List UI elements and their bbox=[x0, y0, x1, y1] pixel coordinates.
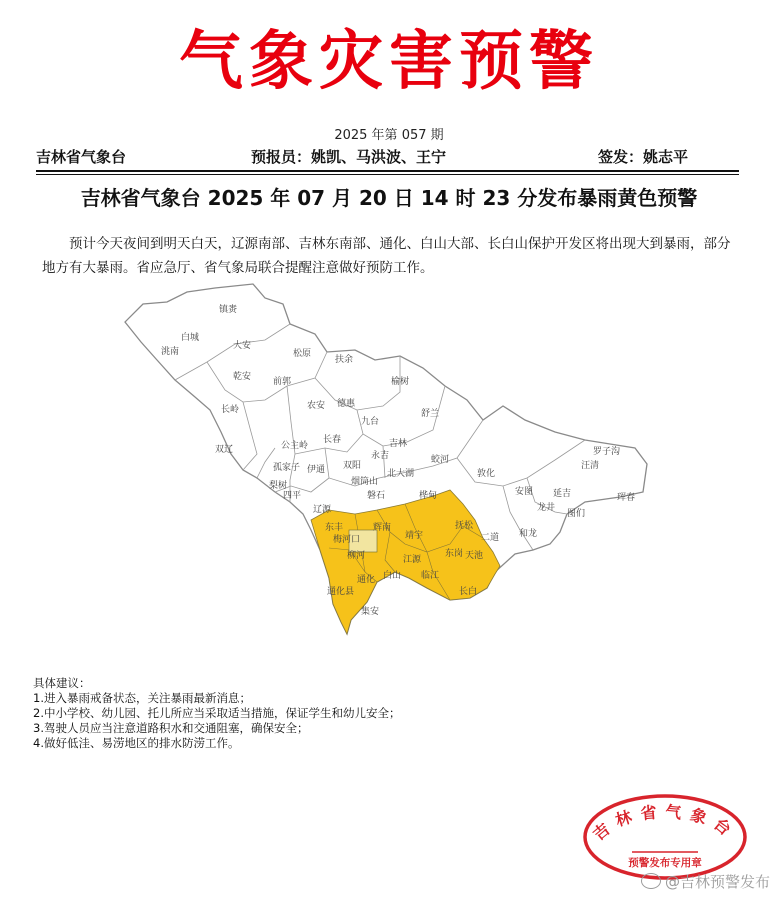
map-label: 东岗 bbox=[445, 549, 464, 559]
advice-heading: 具体建议： bbox=[33, 676, 91, 690]
map-label: 德惠 bbox=[337, 399, 356, 409]
map-label: 双辽 bbox=[215, 445, 234, 455]
map-label: 安图 bbox=[515, 487, 534, 497]
map-label: 长岭 bbox=[221, 405, 240, 415]
map-label: 集安 bbox=[361, 607, 380, 617]
map-label: 罗子沟 bbox=[593, 447, 621, 457]
map-label: 榆树 bbox=[391, 377, 410, 387]
map-label: 敦化 bbox=[477, 469, 496, 479]
seal-org-text: 吉林省气象台 bbox=[589, 802, 741, 845]
map-label: 辉南 bbox=[373, 523, 392, 533]
map-label: 临江 bbox=[421, 571, 440, 581]
header-divider-thin bbox=[36, 174, 739, 175]
map-label: 白城 bbox=[181, 333, 200, 343]
map-label: 汪清 bbox=[581, 461, 600, 471]
official-seal bbox=[580, 792, 750, 882]
warning-body: 预计今天夜间到明天白天，辽源南部、吉林东南部、通化、白山大部、长白山保护开发区将出现大到暴雨，部分地方有大暴雨。省应急厅、省气象局联合提醒注意做好预防工作。 bbox=[42, 236, 731, 276]
map-label: 珲春 bbox=[617, 493, 636, 503]
map-label: 四平 bbox=[283, 491, 302, 501]
map-label: 长春 bbox=[323, 435, 342, 445]
map-label: 烟筒山 bbox=[351, 477, 379, 487]
map-label: 磐石 bbox=[367, 491, 386, 501]
map-label: 洮南 bbox=[161, 347, 180, 357]
map-label: 二道 bbox=[481, 533, 500, 543]
map-label: 桦甸 bbox=[419, 491, 438, 501]
map-label: 白山 bbox=[383, 571, 402, 581]
advice-item: 1.进入暴雨戒备状态，关注暴雨最新消息； bbox=[33, 691, 251, 705]
seal-usage-text: 预警发布专用章 bbox=[628, 857, 702, 869]
map-label: 镇赉 bbox=[219, 305, 238, 315]
map-label: 图们 bbox=[567, 509, 586, 519]
warning-title: 吉林省气象台 2025 年 07 月 20 日 14 时 23 分发布暴雨黄色预警 bbox=[80, 186, 698, 210]
map-label: 天池 bbox=[465, 551, 484, 561]
svg-text:吉林省气象台 bbox=[589, 802, 741, 844]
document-title: 气象灾害预警 bbox=[179, 24, 599, 99]
map-label: 延吉 bbox=[553, 489, 572, 499]
forecasters: 预报员：姚凯、马洪波、王宁 bbox=[251, 148, 447, 166]
province-warning-map bbox=[115, 282, 675, 652]
map-label: 双阳 bbox=[343, 461, 362, 471]
map-label: 梨树 bbox=[269, 481, 288, 491]
map-label: 辽源 bbox=[313, 505, 332, 515]
map-label: 乾安 bbox=[233, 372, 252, 382]
map-label: 永吉 bbox=[371, 451, 390, 461]
map-label: 柳河 bbox=[347, 551, 366, 561]
advice-item: 2.中小学校、幼儿园、托儿所应当采取适当措施，保证学生和幼儿安全； bbox=[33, 706, 401, 720]
map-label: 北大湖 bbox=[387, 469, 415, 479]
map-label: 扶余 bbox=[335, 355, 354, 365]
issuer: 吉林省气象台 bbox=[36, 148, 127, 166]
watermark bbox=[641, 871, 770, 892]
map-label: 蛟河 bbox=[431, 455, 450, 465]
map-label: 长白 bbox=[459, 587, 478, 597]
signed-by: 签发：姚志平 bbox=[598, 148, 689, 166]
weibo-icon bbox=[641, 873, 661, 889]
map-label: 靖宇 bbox=[405, 531, 424, 541]
advice-item: 4.做好低洼、易涝地区的排水防涝工作。 bbox=[33, 736, 240, 750]
advice-item: 3.驾驶人员应当注意道路积水和交通阻塞，确保安全； bbox=[33, 721, 309, 735]
map-label: 江源 bbox=[403, 555, 422, 565]
map-label: 九台 bbox=[361, 417, 380, 427]
map-label: 大安 bbox=[233, 341, 252, 351]
map-label: 东丰 bbox=[325, 523, 344, 533]
map-label: 和龙 bbox=[519, 529, 538, 539]
map-label: 孤家子 bbox=[273, 463, 301, 473]
map-label: 梅河口 bbox=[333, 535, 361, 545]
map-label: 公主岭 bbox=[281, 441, 309, 451]
map-label: 前郭 bbox=[273, 377, 292, 387]
map-label: 松原 bbox=[293, 349, 312, 359]
map-label: 吉林 bbox=[389, 439, 408, 449]
map-label: 抚松 bbox=[455, 521, 474, 531]
header-divider bbox=[36, 170, 739, 172]
watermark-text: @吉林预警发布 bbox=[664, 873, 770, 891]
map-label: 通化 bbox=[357, 575, 376, 585]
map-label: 舒兰 bbox=[421, 409, 440, 419]
issue-number: 2025 年第 057 期 bbox=[334, 128, 444, 143]
header-meta-row bbox=[36, 146, 726, 166]
map-label: 伊通 bbox=[307, 465, 326, 475]
map-label: 龙井 bbox=[537, 503, 556, 513]
advice-section bbox=[33, 676, 400, 751]
map-label: 通化县 bbox=[327, 587, 355, 597]
map-label: 农安 bbox=[307, 401, 326, 411]
